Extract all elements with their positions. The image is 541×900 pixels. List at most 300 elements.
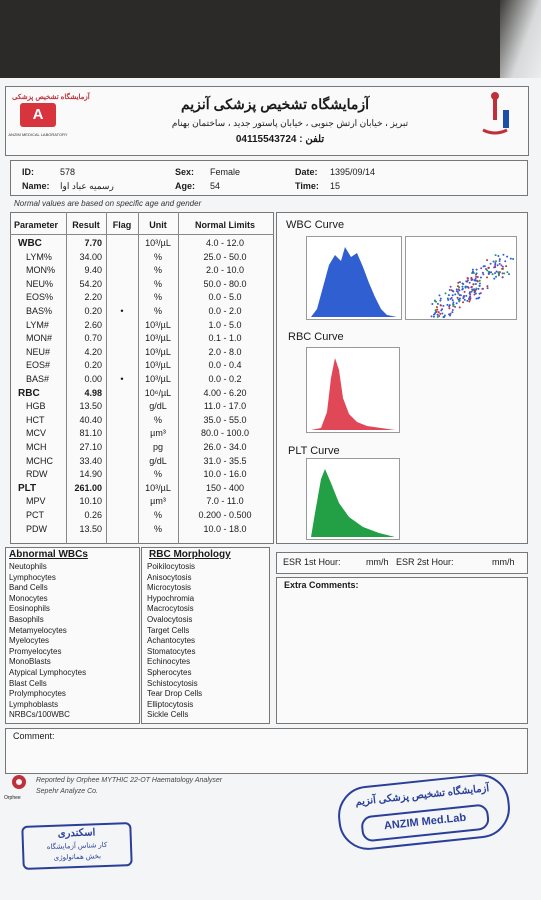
scatter-point bbox=[457, 282, 459, 284]
header-unit: Unit bbox=[149, 220, 167, 230]
scatter-point bbox=[457, 297, 459, 299]
scatter-point bbox=[495, 260, 497, 262]
sex-label: Sex: bbox=[175, 167, 195, 177]
row-u: 10³/µL bbox=[145, 374, 171, 384]
scatter-point bbox=[445, 292, 447, 294]
scatter-point bbox=[464, 299, 466, 301]
scatter-point bbox=[498, 273, 500, 275]
list-item: Microcytosis bbox=[147, 583, 192, 593]
list-item: Anisocytosis bbox=[147, 572, 192, 582]
scatter-point bbox=[430, 315, 432, 317]
list-item: Poikilocytosis bbox=[147, 562, 196, 571]
row-r: 0.70 bbox=[84, 333, 102, 344]
scatter-point bbox=[458, 286, 460, 288]
scatter-point bbox=[459, 306, 461, 308]
row-l: 4.00 - 6.20 bbox=[203, 387, 247, 398]
row-u: % bbox=[153, 278, 162, 289]
scatter-point bbox=[495, 254, 497, 256]
scatter-point bbox=[499, 271, 501, 273]
scatter-point bbox=[474, 280, 476, 282]
id-label: ID: bbox=[22, 167, 34, 177]
row-p: WBC bbox=[18, 238, 42, 249]
scatter-point bbox=[493, 278, 495, 280]
esr-second-label: ESR 2st Hour: bbox=[396, 557, 454, 567]
scatter-point bbox=[485, 268, 487, 270]
row-l: 0.200 - 0.500 bbox=[198, 510, 252, 520]
list-item: Promyelocytes bbox=[9, 646, 62, 656]
name-value: رسمیه عباد اوا bbox=[60, 181, 114, 191]
scatter-point bbox=[457, 293, 459, 295]
scatter-point bbox=[468, 287, 470, 289]
list-item: Ovalocytosis bbox=[147, 615, 193, 624]
scatter-point bbox=[508, 273, 510, 275]
scatter-point bbox=[438, 311, 440, 313]
scatter-point bbox=[456, 302, 458, 304]
scatter-point bbox=[477, 276, 479, 278]
scatter-point bbox=[495, 276, 497, 278]
header-flag: Flag bbox=[112, 220, 132, 230]
microscope-icon bbox=[475, 90, 515, 140]
scatter-point bbox=[431, 303, 433, 305]
list-item: Neutophils bbox=[9, 562, 47, 571]
scatter-point bbox=[462, 301, 464, 303]
doctor-stamp-name: اسکندری bbox=[57, 827, 96, 840]
row-p: PDW bbox=[26, 523, 47, 534]
scatter-point bbox=[451, 297, 453, 299]
scatter-point bbox=[440, 298, 442, 300]
scatter-point bbox=[476, 272, 478, 274]
age-label: Age: bbox=[175, 181, 195, 191]
list-item: MonoBlasts bbox=[9, 657, 51, 667]
row-r: 27.10 bbox=[79, 442, 102, 452]
row-r: 33.40 bbox=[79, 455, 102, 466]
scatter-point bbox=[436, 309, 438, 311]
scatter-point bbox=[469, 291, 471, 293]
row-l: 0.0 - 0.2 bbox=[208, 374, 242, 384]
scatter-point bbox=[467, 279, 469, 281]
wbc-curve-title: WBC Curve bbox=[286, 219, 345, 231]
scatter-point bbox=[486, 276, 488, 278]
row-p: RBC bbox=[18, 387, 40, 399]
row-r: 0.00 bbox=[84, 374, 102, 384]
row-r: 81.10 bbox=[79, 428, 102, 439]
row-u: % bbox=[153, 414, 162, 425]
plt-curve-shape bbox=[311, 469, 395, 537]
row-p: MCHC bbox=[26, 455, 53, 466]
row-u: % bbox=[153, 306, 162, 316]
row-r: 0.26 bbox=[84, 510, 102, 520]
scatter-point bbox=[482, 288, 484, 290]
scatter-point bbox=[461, 288, 463, 290]
row-r: 13.50 bbox=[79, 401, 102, 412]
row-l: 25.0 - 50.0 bbox=[203, 251, 247, 262]
footer-line2: Sepehr Analyze Co. bbox=[36, 788, 98, 795]
scatter-point bbox=[438, 294, 440, 296]
row-u: g/dL bbox=[149, 401, 167, 412]
row-l: 26.0 - 34.0 bbox=[203, 442, 247, 452]
list-item: Echinocytes bbox=[147, 657, 191, 667]
scatter-point bbox=[471, 289, 473, 291]
scatter-point bbox=[479, 285, 481, 287]
scatter-point bbox=[441, 312, 443, 314]
row-r: 14.90 bbox=[79, 469, 102, 480]
scatter-point bbox=[451, 289, 453, 291]
row-l: 0.0 - 2.0 bbox=[208, 306, 242, 316]
scatter-point bbox=[436, 306, 438, 308]
row-l: 150 - 400 bbox=[205, 482, 245, 493]
scatter-point bbox=[434, 313, 436, 315]
scatter-point bbox=[505, 265, 507, 267]
scatter-point bbox=[479, 280, 481, 282]
extra-comments-box bbox=[276, 577, 528, 724]
scatter-point bbox=[503, 272, 505, 274]
list-item: Target Cells bbox=[147, 625, 190, 635]
scatter-point bbox=[502, 254, 504, 256]
scatter-point bbox=[497, 264, 499, 266]
scatter-point bbox=[475, 283, 477, 285]
scatter-point bbox=[480, 277, 482, 279]
scatter-point bbox=[452, 299, 454, 301]
row-l: 10.0 - 16.0 bbox=[203, 469, 247, 480]
scatter-point bbox=[458, 288, 460, 290]
row-l: 50.0 - 80.0 bbox=[203, 278, 247, 289]
scatter-point bbox=[454, 293, 456, 295]
row-r: 9.40 bbox=[84, 265, 102, 276]
row-r: 34.00 bbox=[79, 251, 102, 262]
lab-phone: تلفن : 04115543724 bbox=[235, 134, 325, 145]
scatter-point bbox=[458, 300, 460, 302]
row-u: µm³ bbox=[150, 496, 166, 507]
scatter-point bbox=[437, 303, 439, 305]
row-l: 4.0 - 12.0 bbox=[205, 238, 245, 248]
wbc-scatter-chart bbox=[405, 236, 517, 320]
row-u: 10³/µL bbox=[145, 333, 171, 344]
orphee-brand: Orphee bbox=[4, 795, 21, 801]
scatter-point bbox=[452, 294, 454, 296]
scatter-point bbox=[501, 268, 503, 270]
row-u: 10³/µL bbox=[145, 360, 171, 371]
row-l: 0.0 - 5.0 bbox=[208, 292, 242, 303]
scatter-point bbox=[502, 266, 504, 268]
scatter-point bbox=[449, 289, 451, 291]
list-item: Hypochromia bbox=[147, 593, 195, 603]
row-l: 2.0 - 8.0 bbox=[208, 346, 242, 357]
scatter-point bbox=[440, 304, 442, 306]
header-parameter: Parameter bbox=[14, 220, 59, 230]
scatter-point bbox=[499, 258, 501, 260]
row-r: 10.10 bbox=[79, 496, 102, 507]
scatter-point bbox=[464, 291, 466, 293]
scatter-point bbox=[456, 288, 458, 290]
rbc-curve-shape bbox=[311, 358, 395, 430]
row-l: 35.0 - 55.0 bbox=[203, 414, 247, 425]
date-value: 1395/09/14 bbox=[330, 167, 376, 177]
scatter-point bbox=[440, 309, 442, 311]
scatter-point bbox=[442, 305, 444, 307]
row-p: PCT bbox=[26, 510, 44, 520]
row-p: MON# bbox=[26, 333, 53, 344]
scatter-point bbox=[478, 297, 480, 299]
rbc-curve-chart bbox=[306, 347, 400, 433]
scatter-point bbox=[489, 271, 491, 273]
list-item: Spherocytes bbox=[147, 668, 192, 677]
list-item: Myelocytes bbox=[9, 636, 50, 646]
list-item: Lymphoblasts bbox=[9, 699, 59, 709]
scatter-point bbox=[467, 277, 469, 279]
header-limits: Normal Limits bbox=[194, 220, 255, 230]
scatter-point bbox=[487, 287, 489, 289]
row-p: BAS# bbox=[26, 374, 50, 384]
row-r: 4.20 bbox=[84, 346, 102, 357]
sex-value: Female bbox=[210, 167, 241, 177]
row-u: µm³ bbox=[150, 428, 166, 439]
scatter-point bbox=[469, 293, 471, 295]
scatter-point bbox=[466, 300, 468, 302]
scatter-point bbox=[454, 306, 456, 308]
doctor-stamp-sub: کار شناس آزمایشگاه bbox=[46, 841, 108, 852]
scatter-point bbox=[437, 316, 439, 318]
scatter-point bbox=[488, 267, 490, 269]
scatter-point bbox=[462, 286, 464, 288]
scatter-point bbox=[502, 276, 504, 278]
scatter-point bbox=[482, 272, 484, 274]
scatter-point bbox=[506, 271, 508, 273]
row-u: % bbox=[153, 265, 162, 276]
scatter-point bbox=[486, 285, 488, 287]
row-u: % bbox=[153, 523, 162, 534]
row-p: RDW bbox=[26, 469, 48, 480]
scatter-point bbox=[499, 260, 501, 262]
scatter-point bbox=[471, 291, 473, 293]
scatter-point bbox=[452, 301, 454, 303]
list-item: Macrocytosis bbox=[147, 604, 194, 614]
row-r: 0.20 bbox=[84, 306, 102, 316]
list-item: Metamyelocytes bbox=[9, 625, 67, 635]
row-f: • bbox=[120, 306, 124, 316]
scatter-point bbox=[435, 301, 437, 303]
id-value: 578 bbox=[60, 167, 76, 177]
esr-first-unit: mm/h bbox=[366, 557, 389, 567]
comment-box bbox=[5, 728, 528, 774]
scatter-point bbox=[496, 271, 498, 273]
doctor-stamp bbox=[21, 822, 132, 870]
time-label: Time: bbox=[295, 181, 319, 191]
name-label: Name: bbox=[22, 181, 50, 191]
list-item: Monocytes bbox=[9, 593, 48, 603]
row-r: 261.00 bbox=[74, 482, 102, 493]
row-p: MON% bbox=[26, 265, 55, 276]
scatter-point bbox=[492, 273, 494, 275]
lab-address: تبریز ، خیابان ارتش جنوبی ، خیابان پاستور جدید ، ساختمان بهنام bbox=[171, 118, 409, 128]
row-l: 0.0 - 0.4 bbox=[208, 360, 242, 371]
row-u: 10³/µL bbox=[145, 319, 171, 330]
abnormal-wbcs-title: Abnormal WBCs bbox=[9, 549, 88, 560]
scatter-point bbox=[457, 291, 459, 293]
scatter-point bbox=[475, 293, 477, 295]
normal-values-note: Normal values are based on specific age and gender bbox=[14, 199, 202, 208]
scatter-point bbox=[494, 272, 496, 274]
row-l: 31.0 - 35.5 bbox=[203, 455, 247, 466]
row-p: BAS% bbox=[26, 306, 53, 316]
row-p: HGB bbox=[26, 401, 46, 412]
row-p: HCT bbox=[26, 414, 45, 425]
scatter-point bbox=[469, 282, 471, 284]
scatter-point bbox=[493, 260, 495, 262]
row-u: 10³/µL bbox=[145, 238, 171, 248]
extra-comments-label: Extra Comments: bbox=[284, 580, 359, 590]
scatter-point bbox=[465, 286, 467, 288]
scatter-point bbox=[446, 304, 448, 306]
list-item: Tear Drop Cells bbox=[147, 689, 203, 699]
scatter-point bbox=[462, 283, 464, 285]
row-r: 2.20 bbox=[84, 292, 102, 303]
scatter-point bbox=[472, 271, 474, 273]
row-p: LYM% bbox=[26, 251, 52, 262]
header-result: Result bbox=[72, 220, 100, 230]
row-r: 13.50 bbox=[79, 523, 102, 534]
logo-mark-icon: A bbox=[20, 103, 56, 127]
scatter-point bbox=[448, 294, 450, 296]
scatter-point bbox=[472, 269, 474, 271]
lab-logo bbox=[8, 92, 90, 140]
scatter-point bbox=[433, 316, 435, 318]
list-item: Prolymphocytes bbox=[9, 689, 66, 699]
row-p: MCV bbox=[26, 428, 46, 439]
row-l: 80.0 - 100.0 bbox=[200, 428, 250, 439]
row-u: % bbox=[153, 292, 162, 303]
list-item: Band Cells bbox=[9, 583, 48, 593]
scatter-point bbox=[468, 301, 470, 303]
orphee-logo-icon bbox=[7, 773, 31, 793]
row-p: NEU% bbox=[26, 278, 54, 289]
scatter-point bbox=[490, 263, 492, 265]
row-p: LYM# bbox=[26, 319, 49, 330]
row-r: 0.20 bbox=[84, 360, 102, 371]
row-p: PLT bbox=[18, 482, 37, 494]
scatter-point bbox=[465, 280, 467, 282]
list-item: Sickle Cells bbox=[147, 710, 189, 720]
logo-en-text: ANZIM MEDICAL LABORATORY bbox=[8, 132, 68, 137]
scatter-point bbox=[465, 295, 467, 297]
row-p: EOS% bbox=[26, 292, 54, 303]
scatter-point bbox=[450, 286, 452, 288]
rbc-morphology-title: RBC Morphology bbox=[149, 549, 231, 560]
list-item: Achantocytes bbox=[147, 636, 196, 646]
list-item: Eosinophils bbox=[9, 604, 50, 614]
scatter-point bbox=[510, 258, 512, 260]
scatter-point bbox=[452, 309, 454, 311]
wbc-curve-chart bbox=[306, 236, 402, 320]
scatter-point bbox=[494, 265, 496, 267]
row-f: • bbox=[120, 374, 124, 384]
scatter-point bbox=[447, 297, 449, 299]
scatter-point bbox=[469, 297, 471, 299]
row-l: 2.0 - 10.0 bbox=[205, 265, 245, 276]
row-u: 10³/µL bbox=[145, 482, 171, 493]
row-p: EOS# bbox=[26, 360, 51, 371]
scatter-point bbox=[453, 304, 455, 306]
scatter-point bbox=[500, 264, 502, 266]
scatter-point bbox=[476, 269, 478, 271]
scatter-point bbox=[462, 297, 464, 299]
scatter-point bbox=[443, 316, 445, 318]
row-u: % bbox=[153, 469, 162, 480]
page-curl bbox=[500, 0, 541, 90]
scatter-point bbox=[504, 260, 506, 262]
scatter-point bbox=[448, 307, 450, 309]
scatter-point bbox=[471, 277, 473, 279]
plt-curve-title: PLT Curve bbox=[288, 445, 340, 457]
row-u: pg bbox=[152, 442, 163, 452]
row-l: 0.1 - 1.0 bbox=[208, 333, 242, 344]
age-value: 54 bbox=[210, 181, 221, 191]
footer-line1: Reported by Orphee MYTHIC 22-OT Haematology Analyser bbox=[36, 777, 223, 784]
scatter-point bbox=[506, 256, 508, 258]
scatter-point bbox=[480, 267, 482, 269]
row-r: 54.20 bbox=[79, 278, 102, 289]
row-u: 10³/µL bbox=[145, 346, 171, 357]
lab-name: آزمایشگاه تشخیص پزشکی آنزیم bbox=[180, 96, 370, 112]
scatter-point bbox=[477, 280, 479, 282]
esr-second-unit: mm/h bbox=[492, 557, 515, 567]
row-u: 10⁶/µL bbox=[144, 387, 172, 398]
list-item: Elliptocytosis bbox=[147, 699, 194, 709]
wbc-curve-shape bbox=[311, 247, 397, 317]
list-item: Schistocytosis bbox=[147, 678, 198, 688]
esr-first-label: ESR 1st Hour: bbox=[283, 557, 341, 567]
scatter-point bbox=[499, 263, 501, 265]
scatter-point bbox=[436, 311, 438, 313]
row-u: g/dL bbox=[149, 455, 167, 466]
row-p: MPV bbox=[26, 496, 46, 507]
scatter-point bbox=[457, 298, 459, 300]
scatter-point bbox=[437, 314, 439, 316]
list-item: Atypical Lymphocytes bbox=[9, 668, 87, 677]
list-item: NRBCs/100WBC bbox=[9, 710, 70, 720]
row-u: % bbox=[153, 510, 162, 520]
rbc-curve-title: RBC Curve bbox=[288, 331, 344, 343]
row-p: NEU# bbox=[26, 346, 51, 357]
scatter-point bbox=[470, 286, 472, 288]
comment-label: Comment: bbox=[13, 731, 55, 741]
list-item: Lymphocytes bbox=[9, 572, 56, 582]
row-l: 7.0 - 11.0 bbox=[206, 496, 244, 507]
scatter-point bbox=[497, 255, 499, 257]
scatter-point bbox=[477, 288, 479, 290]
time-value: 15 bbox=[330, 181, 341, 191]
scatter-point bbox=[486, 259, 488, 261]
scatter-point bbox=[439, 313, 441, 315]
plt-curve-chart bbox=[306, 458, 400, 540]
lab-stamp-en: ANZIM Med.Lab bbox=[383, 811, 467, 833]
list-item: Blast Cells bbox=[9, 678, 47, 688]
row-r: 40.40 bbox=[79, 414, 102, 425]
row-u: % bbox=[153, 251, 162, 262]
row-l: 10.0 - 18.0 bbox=[203, 523, 247, 534]
date-label: Date: bbox=[295, 167, 318, 177]
row-l: 11.0 - 17.0 bbox=[203, 401, 247, 412]
scatter-point bbox=[451, 311, 453, 313]
scatter-point bbox=[472, 283, 474, 285]
list-item: Basophils bbox=[9, 615, 44, 624]
scatter-point bbox=[439, 300, 441, 302]
lab-stamp-inner bbox=[360, 803, 490, 842]
scatter-point bbox=[448, 305, 450, 307]
scatter-point bbox=[483, 265, 485, 267]
row-r: 4.98 bbox=[84, 387, 102, 398]
row-l: 1.0 - 5.0 bbox=[208, 319, 242, 330]
row-p: MCH bbox=[26, 442, 47, 452]
